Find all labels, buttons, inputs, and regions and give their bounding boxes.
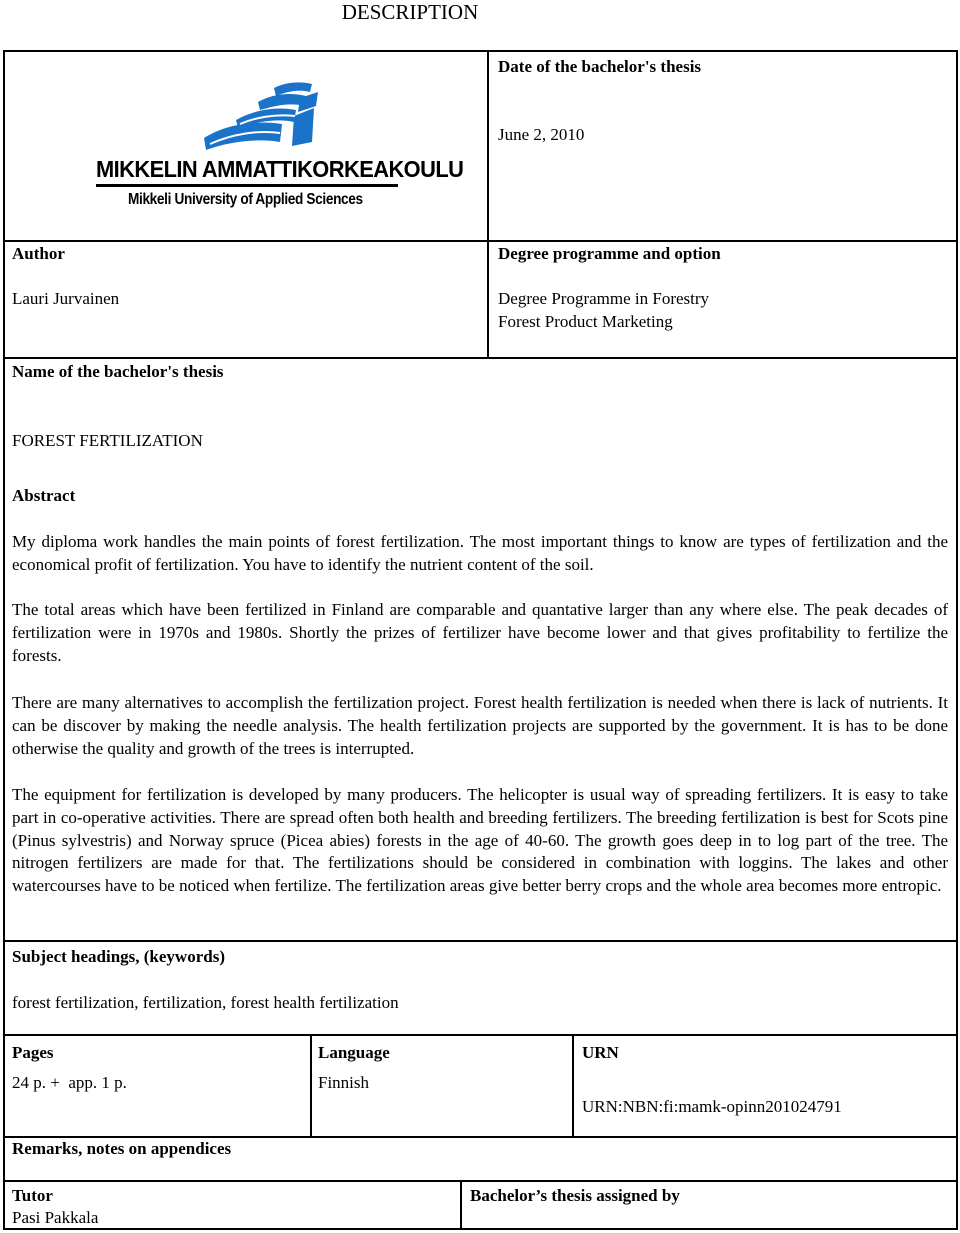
divider [3,940,958,942]
divider [487,50,489,358]
subject-label: Subject headings, (keywords) [12,947,225,966]
logo-name: MIKKELIN AMMATTIKORKEAKOULU [96,156,464,182]
degree-label: Degree programme and option [498,244,721,263]
author-value: Lauri Jurvainen [12,289,120,308]
university-emblem [196,80,326,152]
assigned-label: Bachelor’s thesis assigned by [470,1186,680,1205]
thesis-name-label: Name of the bachelor's thesis [12,362,224,381]
logo-rule [96,184,398,187]
abstract-label: Abstract [12,486,76,505]
language-label: Language [318,1043,390,1062]
abstract-paragraph-1: My diploma work handles the main points of forest fertilization. The most important things to know are types of fertilization and the economical profit of fertilization. You have to identify the nutrient content of the soil. [12,532,948,574]
tutor-label: Tutor [12,1186,53,1205]
divider [310,1034,312,1137]
subject-value: forest fertilization, fertilization, forest health fertilization [12,993,399,1012]
degree-line1: Degree Programme in Forestry [498,289,710,308]
divider [3,240,958,242]
divider [460,1180,462,1230]
thesis-name-value: FOREST FERTILIZATION [12,431,203,450]
date-value: June 2, 2010 [498,125,585,144]
abstract-paragraph-2: The total areas which have been fertilized in Finland are comparable and quantative larger than any where else. The peak decades of fertilization were in 1970s and 1980s. Shortly the prizes of fertilizer have become lower and that gives profitability to fertilize the forests. [12,600,948,665]
abstract-paragraph-4: The equipment for fertilization is developed by many producers. The helicopter is usual way of spreading fertilizers. It is easy to take part in co-operative activities. There are spread often both health and breeding fertilizers. The breeding fertilization is best for Scots pine (Pinus sylvestris) and Norway spruce (Picea abies) forests in the age of 40-60. The growth goes deep in to log part of the tree. The nitrogen fertilizers are made for that. The fertilizations should be considered in combination with loggins. The lakes and other watercourses have to be noticed when fertilize. The fertilization areas give better berry crops and the whole area becomes more entropic. [12,785,948,896]
tutor-value: Pasi Pakkala [12,1208,99,1227]
date-label: Date of the bachelor's thesis [498,57,702,76]
page-title: DESCRIPTION [341,0,479,24]
pages-label: Pages [12,1043,54,1062]
divider [3,1180,958,1182]
language-value: Finnish [318,1073,370,1092]
divider [3,1034,958,1036]
remarks-label: Remarks, notes on appendices [12,1139,232,1158]
degree-line2: Forest Product Marketing [498,312,673,331]
divider [572,1034,574,1137]
logo-subtitle: Mikkeli University of Applied Sciences [128,191,363,208]
urn-label: URN [582,1043,619,1062]
abstract-paragraph-3: There are many alternatives to accomplish the fertilization project. Forest health fertilization is needed when there is lack of nutrients. It can be discover by making the needle analysis. The health fertilization projects are supported by the government. It is has to be done otherwise the quality and growth of the trees is interrupted. [12,693,948,758]
urn-value: URN:NBN:fi:mamk-opinn201024791 [582,1097,842,1116]
divider [3,357,958,359]
pages-value: 24 p. + app. 1 p. [12,1073,127,1092]
university-logo [92,80,464,215]
author-label: Author [12,244,65,263]
